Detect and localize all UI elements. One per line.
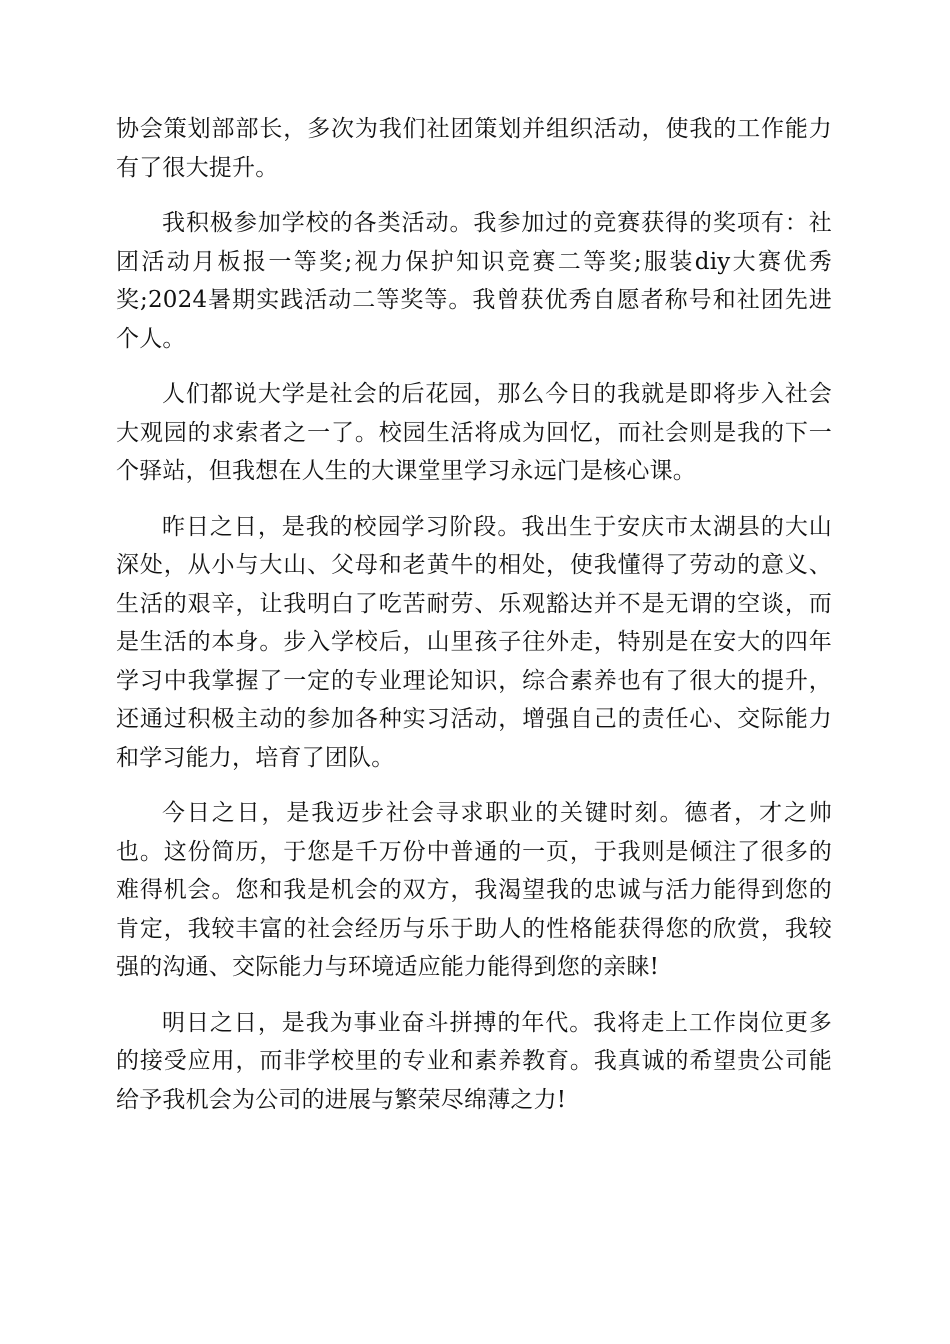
paragraph-yesterday: 昨日之日，是我的校园学习阶段。我出生于安庆市太湖县的大山深处，从小与大山、父母和老黄牛的相处，使我懂得了劳动的意义、生活的艰辛，让我明白了吃苦耐劳、乐观豁达并不是无谓的空谈，而是生活的本身。步入学校后，山里孩子往外走，特别是在安大的四年学习中我掌握了一定的专业理论知识，综合素养也有了很大的提升，还通过积极主动的参加各种实习活动，增强自己的责任心、交际能力和学习能力，培育了团队。	[116, 513, 832, 771]
paragraph-today: 今日之日，是我迈步社会寻求职业的关键时刻。德者，才之帅也。这份简历，于您是千万份中普通的一页，于我则是倾注了很多的难得机会。您和我是机会的双方，我渴望我的忠诚与活力能得到您的肯定，我较丰富的社会经历与乐于助人的性格能获得您的欣赏，我较强的沟通、交际能力与环境适应能力能得到您的亲睐!	[116, 800, 832, 980]
paragraph-tomorrow: 明日之日，是我为事业奋斗拼搏的年代。我将走上工作岗位更多的接受应用，而非学校里的专业和素养教育。我真诚的希望贵公司能给予我机会为公司的进展与繁荣尽绵薄之力!	[116, 1009, 832, 1113]
paragraph-university-garden: 人们都说大学是社会的后花园，那么今日的我就是即将步入社会大观园的求索者之一了。校园生活将成为回忆，而社会则是我的下一个驿站，但我想在人生的大课堂里学习永远门是核心课。	[116, 381, 832, 484]
document-body	[116, 110, 832, 1136]
paragraph-continuation: 协会策划部部长，多次为我们社团策划并组织活动，使我的工作能力有了很大提升。	[116, 116, 832, 181]
paragraph-activities-awards: 我积极参加学校的各类活动。我参加过的竞赛获得的奖项有：社团活动月板报一等奖;视力保护知识竞赛二等奖;服装diy大赛优秀奖;2024暑期实践活动二等奖等。我曾获优秀自愿者称号和社团先进个人。	[116, 210, 832, 352]
